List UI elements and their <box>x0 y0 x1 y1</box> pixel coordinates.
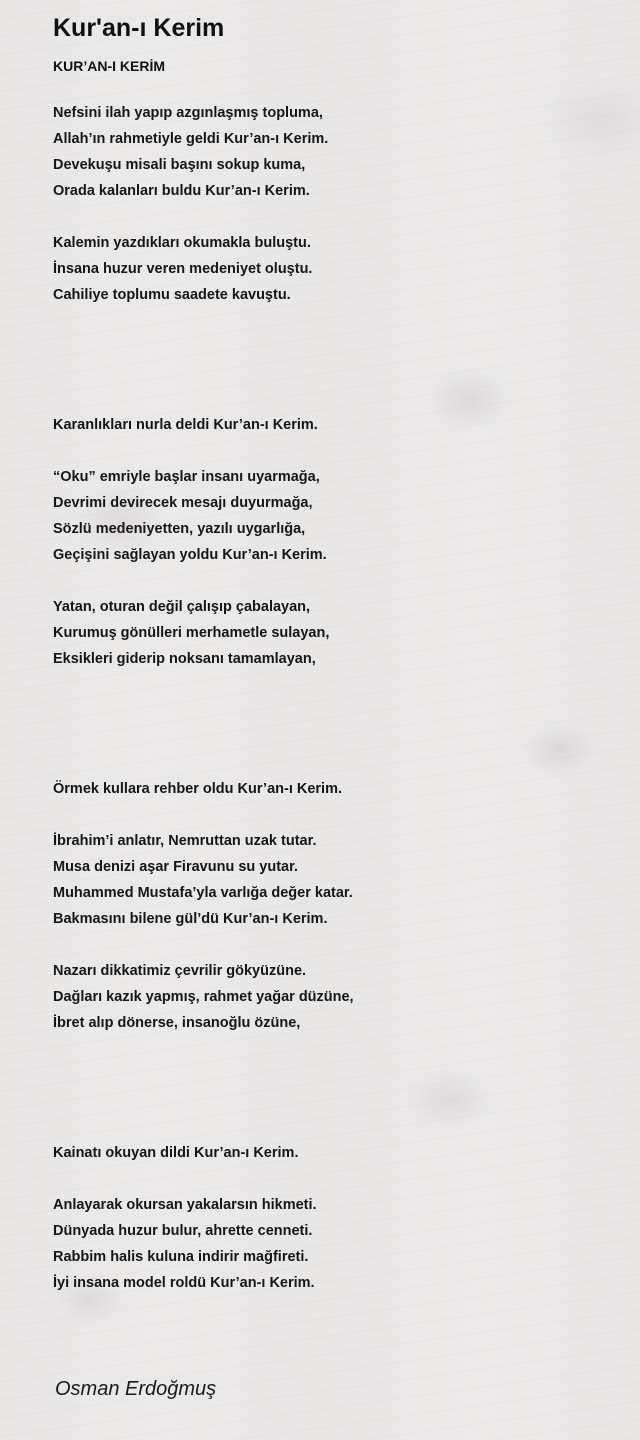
poem-line: Dünyada huzur bulur, ahrette cenneti. <box>53 1223 313 1239</box>
poem-subtitle: KUR’AN-I KERİM <box>53 58 165 74</box>
poem-line: Karanlıkları nurla deldi Kur’an-ı Kerim. <box>53 417 318 433</box>
poem-line: Orada kalanları buldu Kur’an-ı Kerim. <box>53 183 310 199</box>
stanza-gap <box>53 672 613 776</box>
stanza <box>53 230 613 308</box>
poem-line: Eksikleri giderip noksanı tamamlayan, <box>53 651 316 667</box>
stanza-gap <box>53 438 613 464</box>
poem-line: Rabbim halis kuluna indirir mağfireti. <box>53 1249 309 1265</box>
poem-line: Geçişini sağlayan yoldu Kur’an-ı Kerim. <box>53 547 327 563</box>
poem-line: Örmek kullara rehber oldu Kur’an-ı Kerim. <box>53 781 343 797</box>
poem-page <box>53 12 613 1296</box>
poem-line: Sözlü medeniyetten, yazılı uygarlığa, <box>53 521 306 537</box>
poem-line: “Oku” emriyle başlar insanı uyarmağa, <box>53 469 320 485</box>
stanza-gap <box>53 308 613 412</box>
poem-line: İbrahim’i anlatır, Nemruttan uzak tutar. <box>53 833 317 849</box>
page-title: Kur'an-ı Kerim <box>53 14 225 42</box>
stanza <box>53 828 613 932</box>
poem-body <box>53 100 613 1296</box>
poem-line: Cahiliye toplumu saadete kavuştu. <box>53 287 291 303</box>
stanza <box>53 594 613 672</box>
stanza <box>53 412 613 438</box>
poem-line: Muhammed Mustafa’yla varlığa değer katar. <box>53 885 353 901</box>
poem-line: Musa denizi aşar Firavunu su yutar. <box>53 859 298 875</box>
poem-line: Devrimi devirecek mesajı duyurmağa, <box>53 495 313 511</box>
poem-line: Nefsini ilah yapıp azgınlaşmış topluma, <box>53 105 323 121</box>
poem-line: Dağları kazık yapmış, rahmet yağar düzüne, <box>53 989 354 1005</box>
stanza <box>53 958 613 1036</box>
poem-line: Kalemin yazdıkları okumakla buluştu. <box>53 235 311 251</box>
poem-line: Nazarı dikkatimiz çevrilir gökyüzüne. <box>53 963 307 979</box>
stanza <box>53 776 613 802</box>
poem-line: Yatan, oturan değil çalışıp çabalayan, <box>53 599 311 615</box>
stanza <box>53 1140 613 1166</box>
poem-line: İnsana huzur veren medeniyet oluştu. <box>53 261 313 277</box>
poem-line: Allah’ın rahmetiyle geldi Kur’an-ı Kerim. <box>53 131 329 147</box>
poem-line: Devekuşu misali başını sokup kuma, <box>53 157 306 173</box>
stanza-gap <box>53 802 613 828</box>
stanza <box>53 464 613 568</box>
stanza-gap <box>53 1036 613 1140</box>
poem-line: Bakmasını bilene gül’dü Kur’an-ı Kerim. <box>53 911 328 927</box>
stanza-gap <box>53 1166 613 1192</box>
stanza-gap <box>53 932 613 958</box>
stanza-gap <box>53 568 613 594</box>
poem-line: Kurumuş gönülleri merhametle sulayan, <box>53 625 330 641</box>
poem-line: Anlayarak okursan yakalarsın hikmeti. <box>53 1197 317 1213</box>
stanza-gap <box>53 204 613 230</box>
author-name[interactable]: Osman Erdoğmuş <box>55 1378 217 1400</box>
poem-line: İbret alıp dönerse, insanoğlu özüne, <box>53 1015 301 1031</box>
poem-line: İyi insana model roldü Kur’an-ı Kerim. <box>53 1275 315 1291</box>
poem-line: Kainatı okuyan dildi Kur’an-ı Kerim. <box>53 1145 299 1161</box>
stanza <box>53 1192 613 1296</box>
stanza <box>53 100 613 204</box>
